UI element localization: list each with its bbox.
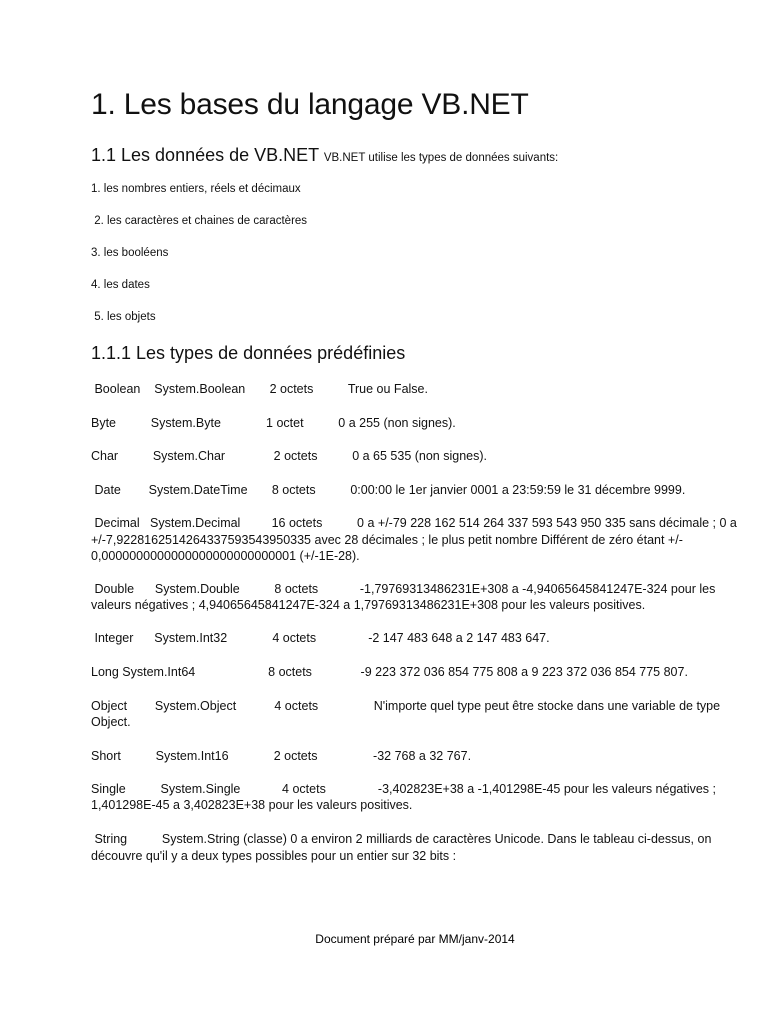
page-footer: Document préparé par MM/janv-2014 [315,932,515,946]
type-row-single: Single System.Single 4 octets -3,402823E+38 a -1,401298E-45 pour les valeurs négatives ; [91,782,716,796]
type-row-long: Long System.Int64 8 octets -9 223 372 036 854 775 808 a 9 223 372 036 854 775 807. [91,665,688,679]
list-item: 3. les booléens [91,247,169,259]
subsection-heading: 1.1.1 Les types de données prédéfinies [91,343,406,363]
list-item: 5. les objets [91,311,156,323]
type-row-date: Date System.DateTime 8 octets 0:00:00 le 1er janvier 0001 a 23:59:59 le 31 décembre 9999. [91,483,686,497]
type-row-char: Char System.Char 2 octets 0 a 65 535 (non signes). [91,449,488,463]
list-item: 4. les dates [91,279,150,291]
type-row-boolean: Boolean System.Boolean 2 octets True ou False. [91,382,428,396]
section-intro: VB.NET utilise les types de données suivants: [323,152,559,164]
type-row-string: String System.String (classe) 0 a environ 2 milliards de caractères Unicode. Dans le tableau ci-dessus, on [91,832,712,846]
type-row-single-cont: 1,401298E-45 a 3,402823E+38 pour les valeurs positives. [91,798,413,812]
list-item: 2. les caractères et chaines de caractères [91,215,308,227]
type-row-integer: Integer System.Int32 4 octets -2 147 483 648 a 2 147 483 647. [91,631,550,645]
type-row-object-cont: Object. [91,715,131,729]
list-item: 1. les nombres entiers, réels et décimaux [91,183,301,195]
type-row-decimal: Decimal System.Decimal 16 octets 0 a +/-79 228 162 514 264 337 593 543 950 335 sans décimale ; 0 a [91,516,737,530]
section-heading-text: 1.1 Les données de VB.NET [91,145,319,165]
type-row-decimal-cont: 0,0000000000000000000000000001 (+/-1E-28). [91,549,360,563]
type-row-double: Double System.Double 8 octets -1,79769313486231E+308 a -4,94065645841247E-324 pour les [91,582,716,596]
type-row-short: Short System.Int16 2 octets -32 768 a 32 767. [91,749,472,763]
type-row-decimal-cont: +/-7,9228162514264337593543950335 avec 28 décimales ; le plus petit nombre Différent de zéro étant +/- [91,533,683,547]
section-heading [91,145,558,166]
type-row-string-cont: découvre qu'il y a deux types possibles pour un entier sur 32 bits : [91,849,457,863]
type-row-double-cont: valeurs négatives ; 4,94065645841247E-324 a 1,79769313486231E+308 pour les valeurs positives. [91,598,646,612]
type-row-byte: Byte System.Byte 1 octet 0 a 255 (non signes). [91,416,456,430]
page-title: 1. Les bases du langage VB.NET [91,88,529,121]
type-row-object: Object System.Object 4 octets N'importe quel type peut être stocke dans une variable de type [91,699,721,713]
